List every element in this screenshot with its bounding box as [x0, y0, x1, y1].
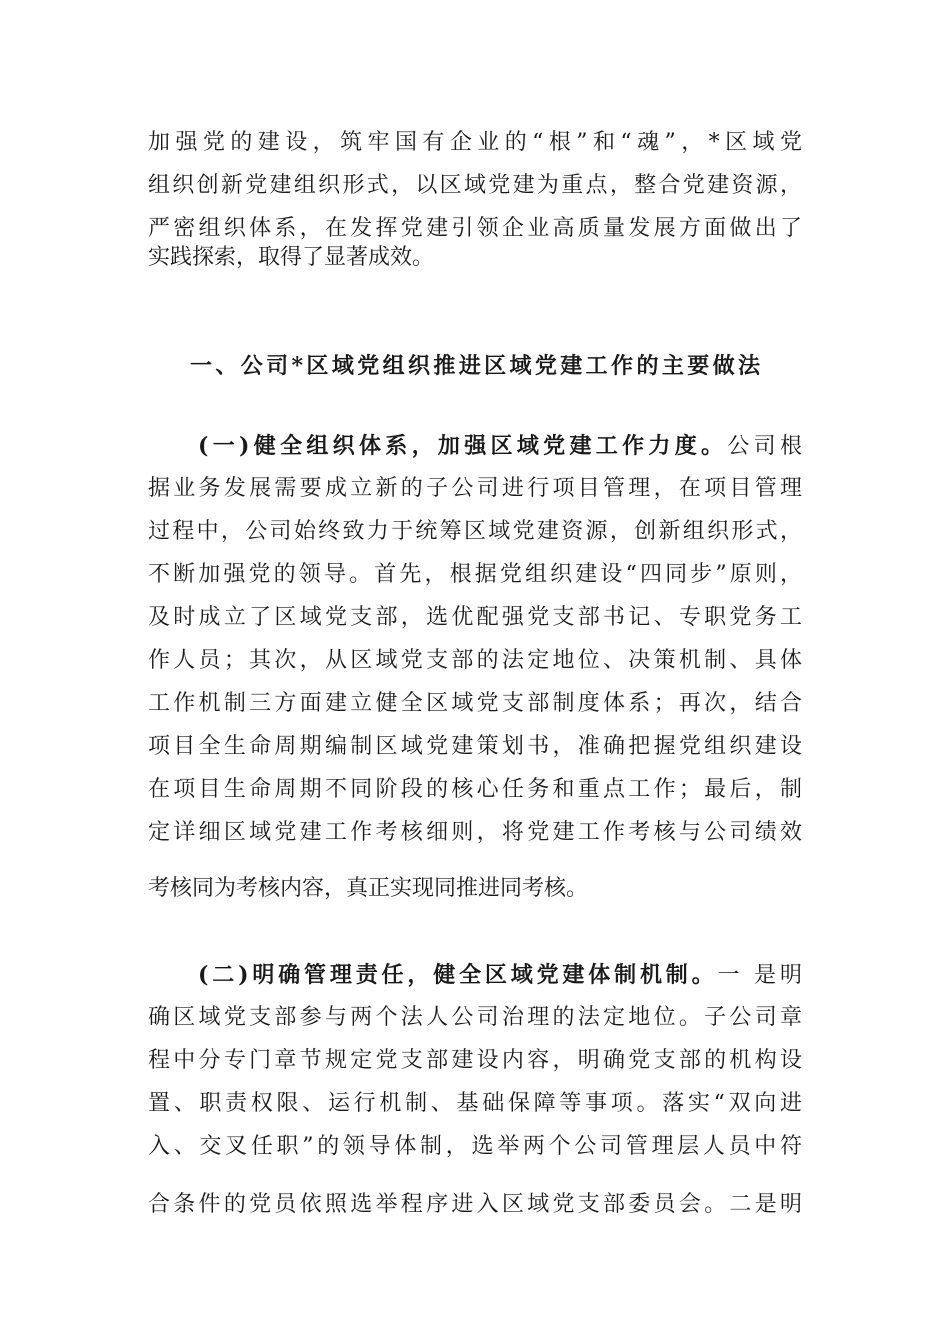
sub2-line-4: 入、交叉任职”的领导体制，选举两个公司管理层人员中符 — [148, 1134, 802, 1159]
sub2-first-line-rest: 一 是明 — [717, 963, 802, 988]
sub2-line-2: 程中分专门章节规定党支部建设内容，明确党支部的机构设 — [148, 1048, 802, 1073]
sub1-first-line — [198, 431, 802, 461]
sub2-line-3: 置、职责权限、运行机制、基础保障等事项。落实“双向进 — [148, 1091, 802, 1116]
intro-line-3: 严密组织体系，在发挥党建引领企业高质量发展方面做出了 — [148, 216, 802, 241]
sub1-line-5: 作人员；其次，从区域党支部的法定地位、决策机制、具体 — [148, 648, 802, 673]
sub1-line-9: 定详细区域党建工作考核细则，将党建工作考核与公司绩效 — [148, 820, 802, 845]
intro-line-2: 组织创新党建组织形式，以区域党建为重点，整合党建资源， — [148, 173, 802, 198]
sub1-line-7: 项目全生命周期编制区域党建策划书，准确把握党组织建设 — [148, 734, 802, 759]
sub1-line-10: 考核同为考核内容，真正实现同推进同考核。 — [148, 876, 589, 901]
sub2-line-5: 合条件的党员依照选举程序进入区域党支部委员会。二是明 — [148, 1192, 802, 1217]
sub2-title: (二)明确管理责任，健全区域党建体制机制。 — [198, 962, 718, 988]
sub1-line-3: 不断加强党的领导。首先，根据党组织建设“四同步”原则， — [148, 562, 802, 587]
sub1-title: (一)健全组织体系，加强区域党建工作力度。 — [198, 433, 728, 459]
sub1-line-8: 在项目生命周期不同阶段的核心任务和重点工作；最后，制 — [148, 777, 802, 802]
sub1-line-6: 工作机制三方面建立健全区域党支部制度体系；再次，结合 — [148, 691, 802, 716]
intro-line-4: 实践探索，取得了显著成效。 — [148, 245, 435, 270]
sub1-line-2: 过程中，公司始终致力于统筹区域党建资源，创新组织形式， — [148, 519, 802, 544]
sub1-first-line-rest: 公司根 — [727, 434, 802, 459]
section-heading: 一、公司*区域党组织推进区域党建工作的主要做法 — [190, 353, 760, 379]
sub1-line-4: 及时成立了区域党支部，选优配强党支部书记、专职党务工 — [148, 605, 802, 630]
intro-line-1: 加强党的建设，筑牢国有企业的“根”和“魂”，*区域党 — [148, 130, 802, 155]
sub2-first-line — [198, 960, 802, 990]
sub1-line-1: 据业务发展需要成立新的子公司进行项目管理，在项目管理 — [148, 476, 802, 501]
sub2-line-1: 确区域党支部参与两个法人公司治理的法定地位。子公司章 — [148, 1005, 802, 1030]
